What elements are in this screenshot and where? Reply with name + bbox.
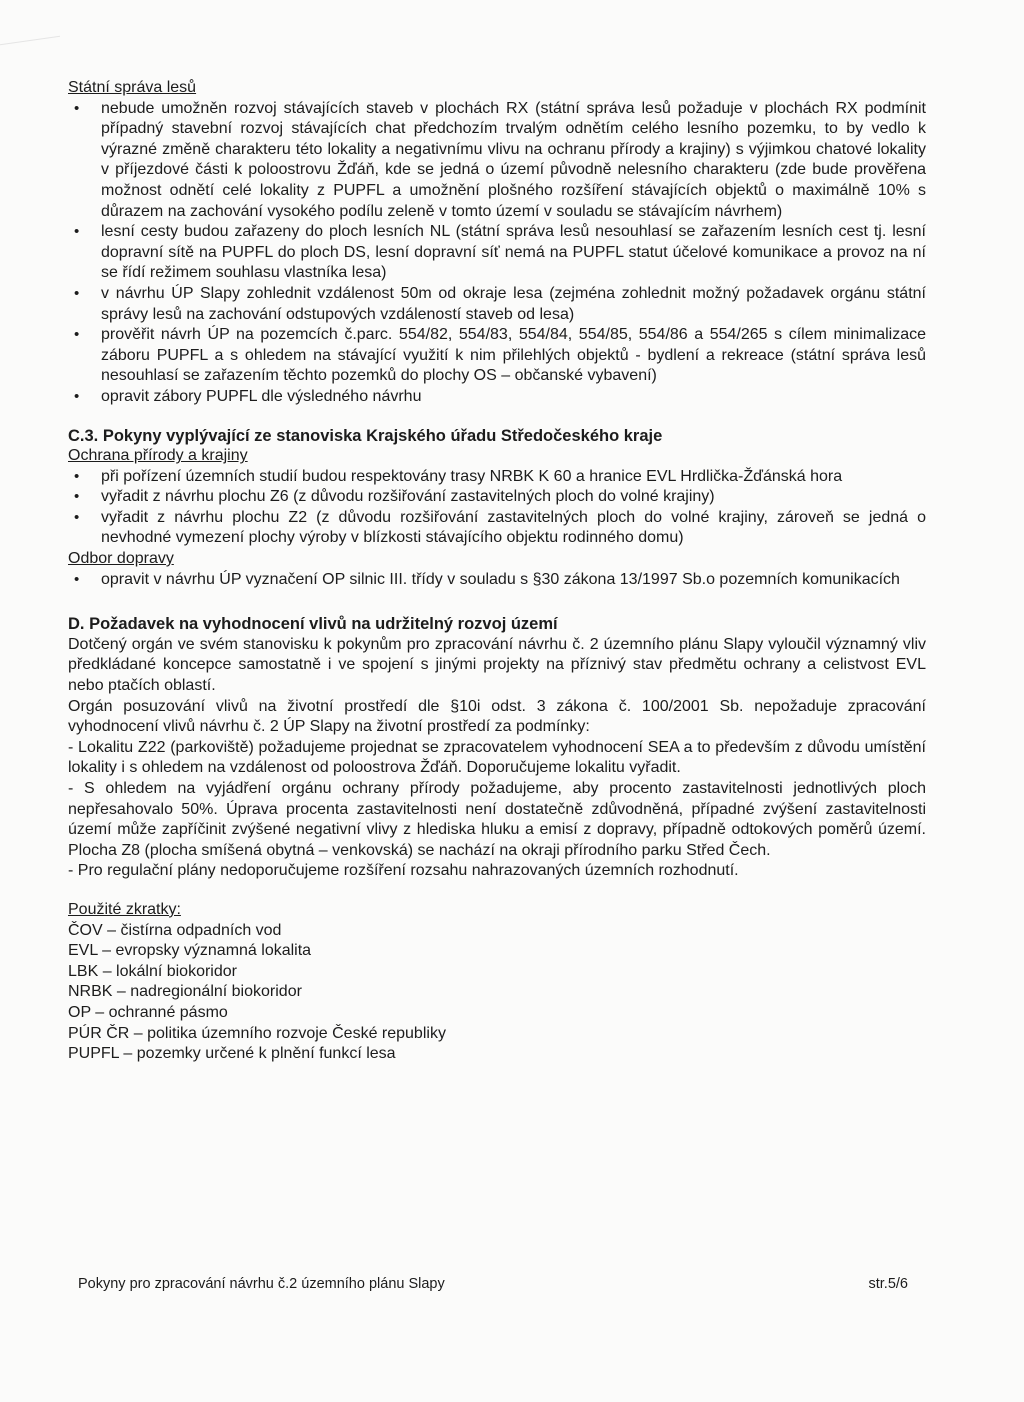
list-item: • vyřadit z návrhu plochu Z6 (z důvodu rozšiřování zastavitelných ploch do volné krajiny) [68,487,926,508]
abbreviation-item: LBK – lokální biokoridor [68,962,237,980]
paragraph: - Pro regulační plány nedoporučujeme rozšíření rozsahu nahrazovaných územních rozhodnutí. [68,862,739,880]
paragraph: - S ohledem na vyjádření orgánu ochrany přírody požadujeme, aby procento zastavitelnosti jednotlivých ploch nepřesahovalo 50%. Úprava procenta zastavitelnosti není dostatečně zdůvodněná, případné zvýšení zastavitelnosti území může zapříčinit zvýšené negativní vlivy z hlediska hluku a emisí z dopravy, případně odtokových poměrů území. Plocha Z8 (plocha smíšená obytná – venkovská) se nachází na okraji přírodního parku Střed Čech. [68,780,926,859]
list-item: • při pořízení územních studií budou respektovány trasy NRBK K 60 a hranice EVL Hrdlička-Žďánská hora [68,467,926,488]
abbreviations-list [68,921,926,1065]
abbreviation-item: NRBK – nadregionální biokoridor [68,983,302,1001]
state-forest-heading: Státní správa lesů [68,79,197,96]
abbreviation-item: PÚR ČR – politika územního rozvoje České republiky [68,1024,446,1042]
transport-heading: Odbor dopravy [68,550,174,568]
abbreviation-item: ČOV – čistírna odpadních vod [68,921,282,939]
transport-list [68,570,926,591]
list-item: • vyřadit z návrhu plochu Z2 (z důvodu rozšiřování zastavitelných ploch do volné krajiny, zároveň se jedná o nevhodné vymezení plochy výroby v blízkosti stávajícího objektu rodinného domu) [68,508,926,549]
nature-list [68,467,926,549]
document-page [68,78,926,1065]
page-number: str.5/6 [868,1276,908,1292]
scan-edge-mark [0,0,60,45]
list-item: • lesní cesty budou zařazeny do ploch lesních NL (státní správa lesů nesouhlasí se zařazením lesních cest tj. lesní dopravní sítě na PUPFL do ploch DS, lesní dopravní síť nemá na PUPFL statut účelové komunikace a provoz na ní se řídí režimem souhlasu vlastníka lesa) [68,222,926,284]
list-item: • nebude umožněn rozvoj stávajících staveb v plochách RX (státní správa lesů požaduje v plochách RX podmínit případný stavební rozvoj stávajících chat předchozím trvalým odnětím celého lesního pozemku, to by vedlo k výrazné změně charakteru této lokality a negativnímu vlivu na ochranu přírody a krajiny) s výjimkou chatové lokality v příjezdové části k poloostrovu Žďáň, kde se jedná o území původně nelesního charakteru (zde bude prověřena možnost odnětí celé lokality z PUPFL a umožnění plošného rozšíření stávajících objektů o maximálně 10% s důrazem na zachování vysokého podílu zeleně v tomto území v souladu se stávajícím návrhem) [68,99,926,223]
list-item: • opravit zábory PUPFL dle výsledného návrhu [68,387,926,408]
state-forest-list [68,99,926,408]
nature-heading: Ochrana přírody a krajiny [68,447,248,465]
page-footer [78,1276,908,1292]
paragraph: Dotčený orgán ve svém stanovisku k pokynům pro zpracování návrhu č. 2 územního plánu Slapy vyloučil významný vliv předkládané koncepce samostatně i ve spojení s jinými projekty na příznivý stav předmětu ochrany a celistvost EVL nebo ptačích oblastí. [68,635,926,695]
paragraph: - Lokalitu Z22 (parkoviště) požadujeme projednat se zpracovatelem vyhodnocení SEA a to především z důvodu umístění lokality i s ohledem na vzdálenost od poloostrova Žďáň. Doporučujeme lokalitu vyřadit. [68,738,926,777]
list-item: • prověřit návrh ÚP na pozemcích č.parc. 554/82, 554/83, 554/84, 554/85, 554/86 a 554/265 s cílem minimalizace záboru PUPFL a s ohledem na stávající využití k nim přilehlých objektů - bydlení a rekreace (státní správa lesů nesouhlasí se zařazením těchto pozemků do plochy OS – občanské vybavení) [68,325,926,387]
list-item: • opravit v návrhu ÚP vyznačení OP silnic III. třídy v souladu s §30 zákona 13/1997 Sb.o pozemních komunikacích [68,570,926,591]
list-item: • v návrhu ÚP Slapy zohlednit vzdálenost 50m od okraje lesa (zejména zohlednit možný požadavek orgánu státní správy lesů na zachování odstupových vzdáleností staveb od lesa) [68,284,926,325]
abbreviation-item: PUPFL – pozemky určené k plnění funkcí lesa [68,1045,396,1063]
paragraph: Orgán posuzování vlivů na životní prostředí dle §10i odst. 3 zákona č. 100/2001 Sb. nepožaduje zpracování vyhodnocení vlivů návrhu č. 2 ÚP Slapy na životní prostředí za podmínky: [68,697,926,736]
abbreviation-item: EVL – evropsky významná lokalita [68,942,312,960]
footer-title: Pokyny pro zpracování návrhu č.2 územního plánu Slapy [78,1276,445,1292]
section-d-title: D. Požadavek na vyhodnocení vlivů na udržitelný rozvoj území [68,615,558,634]
abbreviation-item: OP – ochranné pásmo [68,1003,228,1021]
section-c3-title: C.3. Pokyny vyplývající ze stanoviska Krajského úřadu Středočeského kraje [68,426,663,445]
abbreviations-heading: Použité zkratky: [68,900,181,918]
